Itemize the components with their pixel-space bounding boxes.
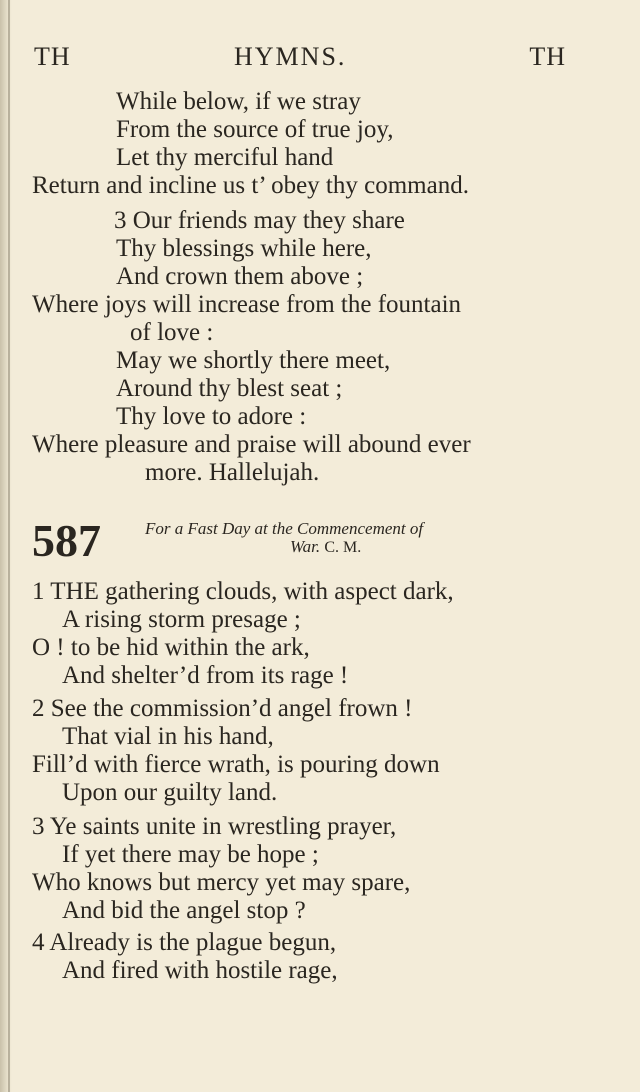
spine-rule [8, 0, 10, 1092]
verse-line: O ! to be hid within the ark, [32, 634, 310, 661]
verse-line: Thy love to adore : [116, 403, 307, 430]
verse-line: Where pleasure and praise will abound ever [32, 431, 471, 458]
verse-line: And fired with hostile rage, [62, 957, 338, 984]
running-head-left: TH [34, 42, 71, 71]
verse-line: 1 THE gathering clouds, with aspect dark, [32, 578, 454, 605]
verse-line: Return and incline us t’ obey thy command. [32, 172, 469, 199]
verse-line: Upon our guilty land. [62, 779, 278, 806]
verse-line: A rising storm presage ; [62, 606, 301, 633]
verse-line: Around thy blest seat ; [116, 375, 343, 402]
hymn-title-end: War. [290, 537, 321, 556]
verse-line: Thy blessings while here, [116, 235, 372, 262]
verse-line: And bid the angel stop ? [62, 897, 306, 924]
hymn-meter: C. M. [324, 539, 362, 556]
verse-line: And crown them above ; [116, 263, 364, 290]
verse-line: 3 Ye saints unite in wrestling prayer, [32, 813, 397, 840]
running-head-right: TH [529, 42, 566, 71]
verse-line: 4 Already is the plague begun, [32, 929, 337, 956]
verse-line: And shelter’d from its rage ! [62, 662, 349, 689]
verse-line: That vial in his hand, [62, 723, 274, 750]
hymn-title: For a Fast Day at the Commencement of [145, 519, 424, 538]
verse-line: Where joys will increase from the fountain [32, 291, 462, 318]
running-head-title: HYMNS. [234, 42, 347, 71]
verse-line: If yet there may be hope ; [62, 841, 319, 868]
verse-line: more. Hallelujah. [145, 459, 320, 486]
verse-line: 3 Our friends may they share [114, 207, 405, 234]
verse-line: 2 See the commission’d angel frown ! [32, 695, 413, 722]
verse-line: May we shortly there meet, [116, 347, 391, 374]
verse-line: Let thy merciful hand [116, 144, 334, 171]
verse-line: of love : [130, 319, 214, 346]
book-spine-edge [0, 0, 12, 1092]
running-head [34, 42, 566, 76]
hymn-number: 587 [32, 515, 101, 566]
verse-line: While below, if we stray [116, 88, 361, 115]
hymn-title-continued [290, 538, 361, 557]
verse-line: From the source of true joy, [116, 116, 394, 143]
verse-line: Who knows but mercy yet may spare, [32, 869, 411, 896]
verse-line: Fill’d with fierce wrath, is pouring down [32, 751, 440, 778]
